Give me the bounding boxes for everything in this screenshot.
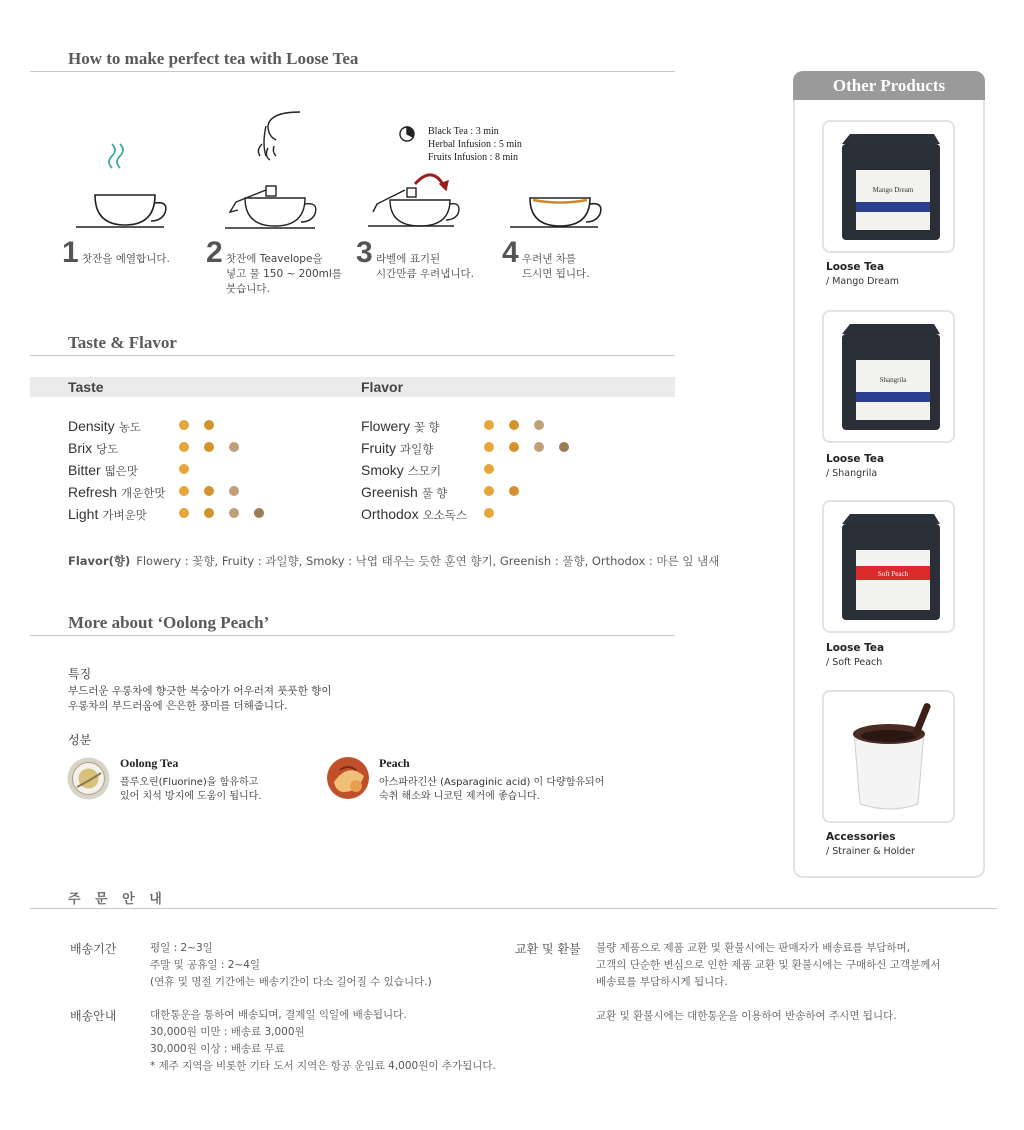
flavor-row-label — [361, 440, 433, 457]
flavor-legend — [68, 553, 719, 569]
taste-name-en: Light — [68, 506, 99, 522]
flavor-legend-text: Flowery : 꽃향, Fruity : 과일향, Smoky : 낙엽 태우는 듯한 훈연 향기, Greenish : 풀향, Orthodox : 마른 잎 냄새 — [136, 554, 720, 568]
order-info-title: 주 문 안 내 — [68, 892, 167, 907]
peach-image — [326, 756, 370, 800]
flavor-level-dot — [484, 420, 494, 430]
step-text: 라벨에 표기된 시간만큼 우려냅니다. — [376, 253, 474, 280]
flavor-name-en: Flowery — [361, 418, 411, 434]
product-category[interactable]: Loose Tea — [826, 453, 885, 465]
product-image-mango-dream[interactable] — [822, 120, 955, 253]
flavor-level-dot — [534, 442, 544, 452]
sidebar-title: Other Products — [832, 76, 946, 95]
flavor-name-ko: 스모키 — [407, 466, 442, 478]
taste-flavor-title: Taste & Flavor — [68, 333, 177, 352]
taste-level-dot — [229, 508, 239, 518]
flavor-row-label — [361, 418, 439, 435]
flavor-level-dot — [509, 442, 519, 452]
product-category[interactable]: Loose Tea — [826, 642, 885, 654]
divider — [30, 71, 675, 72]
flavor-name-en: Greenish — [361, 484, 418, 500]
taste-level-dot — [179, 486, 189, 496]
taste-header: Taste — [68, 379, 104, 395]
ingredient-oolong-text: 플루오린(Fluorine)을 함유하고 있어 치석 방지에 도움이 됩니다. — [120, 777, 262, 802]
taste-level-dot — [204, 420, 214, 430]
taste-level-dot — [204, 442, 214, 452]
oolong-tea-image — [67, 757, 110, 800]
taste-row-label — [68, 440, 118, 457]
taste-name-en: Refresh — [68, 484, 118, 500]
flavor-level-dot — [484, 508, 494, 518]
product-image-shangrila[interactable] — [822, 310, 955, 443]
delivery-period-label: 배송기간 — [70, 942, 117, 956]
product-category[interactable]: Loose Tea — [826, 261, 885, 273]
step-text: 찻잔을 예열합니다. — [82, 253, 170, 265]
flavor-row-label — [361, 506, 467, 523]
product-name[interactable]: / Mango Dream — [826, 276, 900, 287]
taste-level-dot — [179, 442, 189, 452]
exchange-label: 교환 및 환불 — [515, 942, 581, 956]
delivery-period-text: 평일 : 2~3일 주말 및 공휴일 : 2~4일 (연휴 및 명절 기간에는 배송기간이 다소 길어질 수 있습니다.) — [150, 942, 432, 988]
taste-name-ko: 개운한맛 — [121, 488, 166, 500]
ingredient-peach-title: Peach — [379, 756, 410, 770]
taste-name-en: Density — [68, 418, 115, 434]
step-number: 4 — [502, 236, 519, 269]
flavor-level-dot — [559, 442, 569, 452]
taste-level-dot — [254, 508, 264, 518]
flavor-legend-label: Flavor(향) — [68, 554, 131, 568]
flavor-level-dot — [484, 464, 494, 474]
flavor-name-en: Fruity — [361, 440, 396, 456]
taste-name-ko: 농도 — [118, 422, 141, 434]
feature-text: 부드러운 우롱차에 향긋한 복숭아가 어우러져 풋풋한 향이 우롱차의 부드러움에 은은한 풍미를 더해줍니다. — [68, 685, 332, 712]
exchange-text: 불량 제품으로 제품 교환 및 환불시에는 판매자가 배송료를 부담하며, 고객의 단순한 변심으로 인한 제품 교환 및 환불시에는 구매하신 고객분께서 배송료를 부담하시게 됩니다. — [596, 942, 941, 988]
tea-tin-icon — [824, 502, 953, 631]
taste-level-dot — [204, 508, 214, 518]
flavor-row-label — [361, 484, 447, 501]
step-number: 2 — [206, 236, 223, 269]
taste-flavor-header — [30, 377, 675, 397]
ingredient-label: 성분 — [68, 733, 92, 747]
taste-row-label — [68, 484, 165, 501]
taste-row-label — [68, 418, 141, 435]
time-herbal: Herbal Infusion : 5 min — [428, 139, 522, 150]
flavor-level-dot — [509, 420, 519, 430]
product-category[interactable]: Accessories — [826, 831, 896, 843]
step-number: 1 — [62, 236, 79, 269]
divider — [30, 355, 675, 356]
delivery-info-label: 배송안내 — [70, 1009, 117, 1023]
flavor-level-dot — [534, 420, 544, 430]
tin-label: Soft Peach — [877, 570, 909, 578]
flavor-name-en: Smoky — [361, 462, 404, 478]
flavor-name-ko: 오소독스 — [422, 510, 468, 522]
tin-label: Mango Dream — [872, 186, 914, 194]
sidebar-header — [793, 71, 985, 100]
taste-row-label — [68, 462, 138, 479]
flavor-name-ko: 꽃 향 — [414, 422, 440, 434]
product-name[interactable]: / Soft Peach — [826, 657, 883, 668]
taste-level-dot — [229, 486, 239, 496]
steaming-cup-icon — [76, 144, 166, 227]
flavor-level-dot — [484, 486, 494, 496]
divider — [30, 635, 675, 636]
more-about-title: More about ‘Oolong Peach’ — [68, 613, 270, 632]
time-black-tea: Black Tea : 3 min — [428, 126, 499, 137]
taste-name-ko: 떫은맛 — [104, 466, 139, 478]
taste-level-dot — [179, 508, 189, 518]
tea-steps-illustration — [70, 100, 610, 235]
taste-name-ko: 당도 — [96, 444, 119, 456]
feature-label: 특징 — [68, 667, 92, 681]
taste-level-dot — [204, 486, 214, 496]
delivery-info-text: 대한통운을 통하여 배송되며, 결제일 익일에 배송됩니다. 30,000원 미만 : 배송료 3,000원 30,000원 이상 : 배송료 무료 * 제주 지역을 비롯한 기타 도서 지역은 항공 운임료 4,000원이 추가됩니다. — [150, 1009, 496, 1072]
time-fruits: Fruits Infusion : 8 min — [428, 152, 519, 163]
taste-name-ko: 가벼운맛 — [102, 510, 147, 522]
step-text: 우려낸 차를 드시면 됩니다. — [522, 253, 590, 280]
ingredient-oolong-title: Oolong Tea — [120, 756, 179, 770]
divider — [30, 908, 997, 909]
ingredient-peach-text: 아스파라긴산 (Asparaginic acid) 이 다량함유되어 숙취 해소와 니코틴 제거에 좋습니다. — [379, 777, 605, 802]
flavor-level-dot — [509, 486, 519, 496]
flavor-name-ko: 풀 향 — [421, 488, 448, 500]
taste-level-dot — [229, 442, 239, 452]
taste-row-label — [68, 506, 147, 523]
step-number: 3 — [356, 236, 373, 269]
tea-tin-icon — [824, 312, 953, 441]
tea-tin-icon — [824, 122, 953, 251]
steep-times — [428, 125, 522, 164]
tea-cup-icon — [510, 198, 601, 227]
product-name[interactable]: / Shangrila — [826, 468, 878, 479]
flavor-name-ko: 과일향 — [400, 444, 434, 456]
flavor-row-label — [361, 462, 441, 479]
strainer-holder-icon — [824, 692, 953, 821]
step-text: 찻잔에 Teavelope을 넣고 물 150 ~ 200ml를 붓습니다. — [226, 253, 342, 295]
flavor-name-en: Orthodox — [361, 506, 419, 522]
taste-name-en: Brix — [68, 440, 93, 456]
pouring-water-icon — [225, 112, 316, 228]
flavor-header: Flavor — [361, 379, 404, 395]
product-image-strainer[interactable] — [822, 690, 955, 823]
product-image-soft-peach[interactable] — [822, 500, 955, 633]
product-name[interactable]: / Strainer & Holder — [826, 846, 915, 857]
exchange-return-text: 교환 및 환불시에는 대한통운을 이용하여 반송하여 주시면 됩니다. — [596, 1010, 897, 1022]
taste-level-dot — [179, 420, 189, 430]
tin-label: Shangrila — [879, 376, 907, 384]
how-to-title: How to make perfect tea with Loose Tea — [68, 49, 359, 68]
other-products-sidebar — [793, 71, 985, 878]
taste-name-en: Bitter — [68, 462, 101, 478]
flavor-level-dot — [484, 442, 494, 452]
taste-level-dot — [179, 464, 189, 474]
